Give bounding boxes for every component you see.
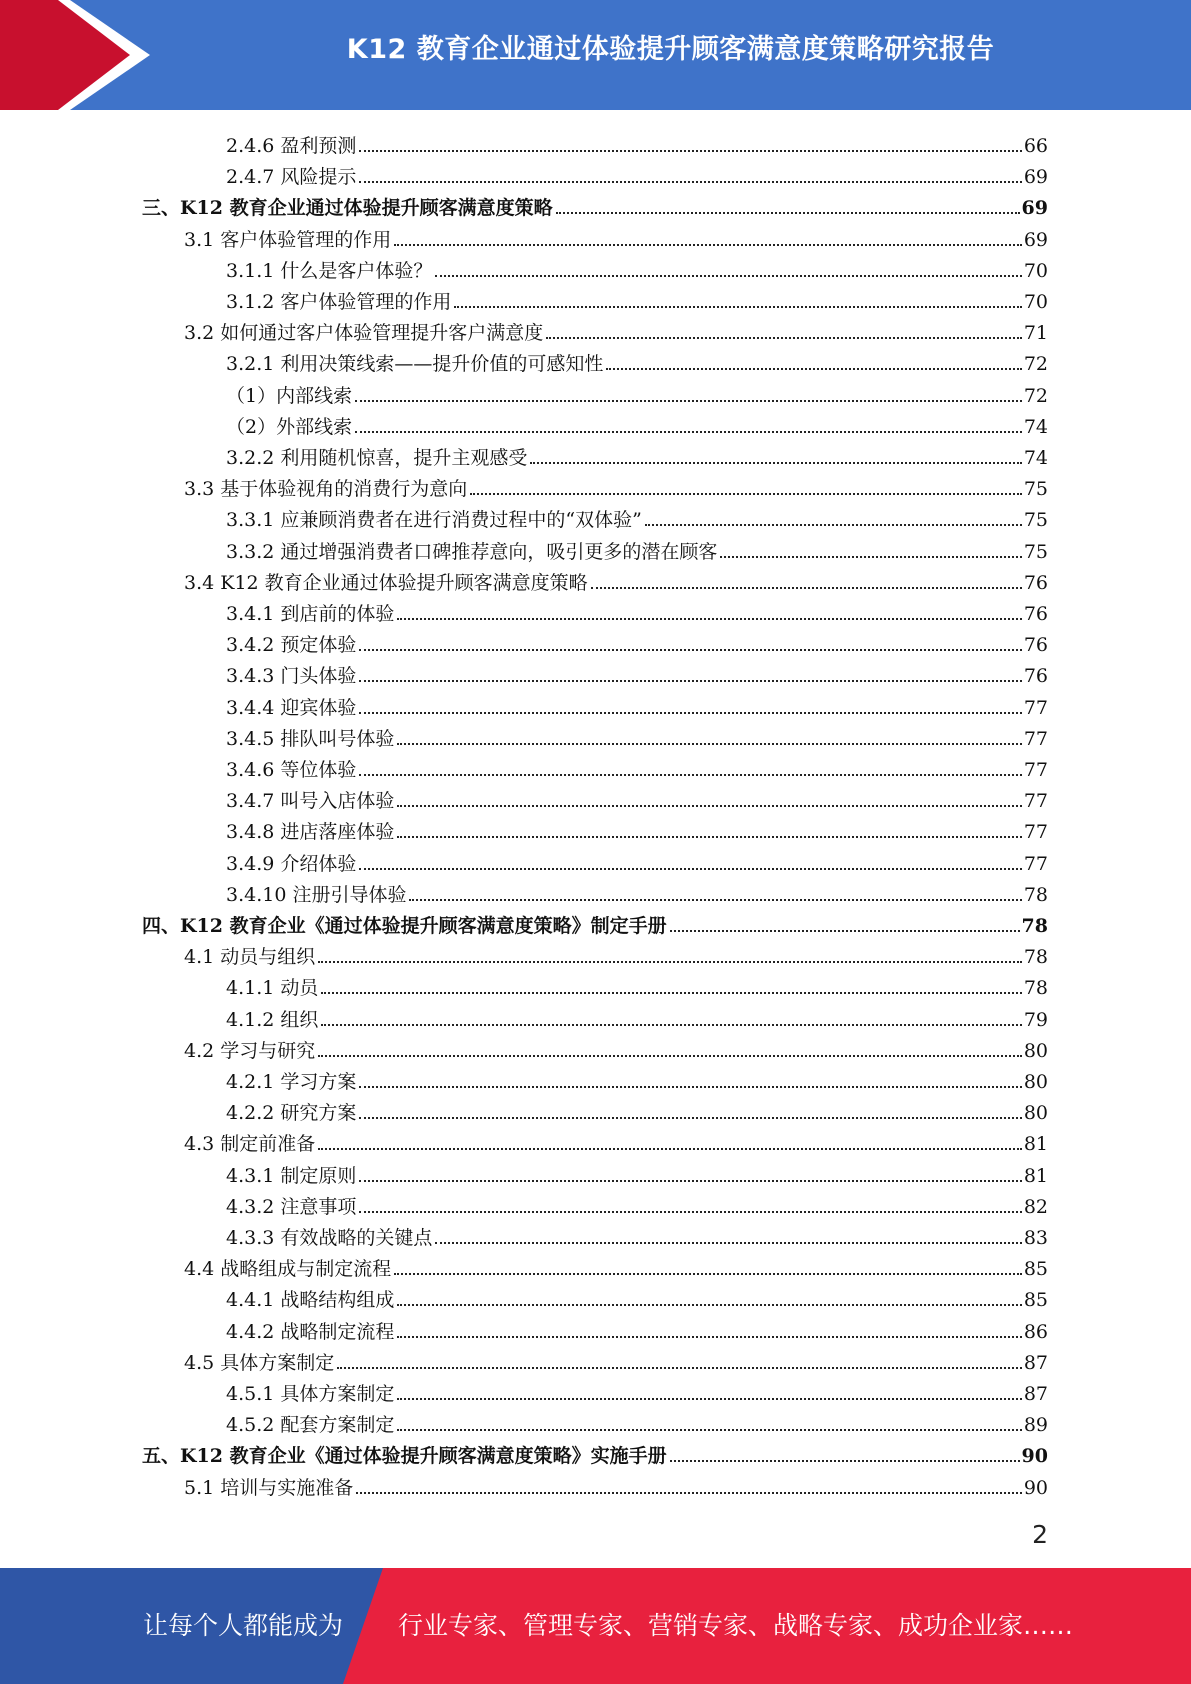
toc-entry-title: 4.2.1 学习方案: [226, 1071, 357, 1093]
toc-entry-title: 4.1.1 动员: [226, 977, 319, 1000]
toc-dot-leader: [321, 992, 1021, 994]
toc-entry-page: 77: [1023, 852, 1048, 875]
toc-dot-leader: [397, 1304, 1021, 1306]
toc-entry[interactable]: [184, 1344, 1048, 1374]
toc-entry-page: 75: [1023, 540, 1048, 563]
toc-dot-leader: [591, 587, 1022, 589]
toc-entry[interactable]: [226, 751, 1048, 781]
toc-dot-leader: [530, 462, 1021, 464]
toc-dot-leader: [435, 1242, 1021, 1244]
toc-entry[interactable]: [226, 969, 1048, 999]
toc-entry-title: 2.4.7 风险提示: [226, 166, 357, 189]
toc-entry-title: 5.1 培训与实施准备: [184, 1476, 354, 1499]
toc-entry[interactable]: [226, 720, 1048, 750]
footer-slogan-left: 让每个人都能成为: [143, 1611, 344, 1640]
toc-entry[interactable]: [226, 501, 1048, 531]
toc-entry-title: 3.3 基于体验视角的消费行为意向: [184, 478, 468, 501]
toc-entry[interactable]: [184, 1032, 1048, 1062]
toc-entry-page: 80: [1023, 1039, 1048, 1062]
toc-dot-leader: [359, 712, 1021, 714]
toc-entry-title: 3.4.1 到店前的体验: [226, 603, 395, 625]
toc-entry[interactable]: [226, 1001, 1048, 1031]
toc-entry-title: 四、K12 教育企业《通过体验提升顾客满意度策略》制定手册: [142, 915, 667, 937]
toc-entry[interactable]: [226, 595, 1048, 625]
toc-entry-title: 3.3.1 应兼顾消费者在进行消费过程中的“双体验”: [226, 509, 642, 532]
toc-entry-title: 3.4.5 排队叫号体验: [226, 727, 395, 750]
toc-entry-page: 69: [1021, 197, 1048, 220]
toc-dot-leader: [470, 493, 1022, 495]
toc-entry-title: 3.4.7 叫号入店体验: [226, 790, 395, 813]
toc-entry-page: 79: [1023, 1008, 1048, 1031]
toc-entry[interactable]: [226, 876, 1048, 906]
toc-entry[interactable]: [226, 533, 1048, 563]
header-title: K12 教育企业通过体验提升顾客满意度策略研究报告: [346, 34, 995, 65]
toc-entry-page: 69: [1023, 228, 1048, 251]
toc-entry[interactable]: [226, 408, 1048, 438]
toc-entry-page: 78: [1023, 883, 1048, 906]
toc-entry-title: 3.2.1 利用决策线索——提升价值的可感知性: [226, 353, 604, 376]
toc-entry-page: 77: [1023, 821, 1048, 844]
toc-entry-title: 3.1.2 客户体验管理的作用: [226, 291, 452, 313]
toc-dot-leader: [397, 1429, 1021, 1431]
toc-entry-title: 3.4.3 门头体验: [226, 665, 357, 688]
toc-dot-leader: [359, 181, 1021, 183]
toc-entry[interactable]: [184, 314, 1048, 344]
toc-dot-leader: [355, 400, 1022, 402]
toc-entry-title: （2）外部线索: [226, 415, 353, 438]
toc-entry-page: 80: [1023, 1071, 1048, 1093]
toc-entry-page: 90: [1023, 1476, 1048, 1499]
toc-dot-leader: [397, 1336, 1021, 1338]
toc-entry[interactable]: [226, 1157, 1048, 1187]
toc-entry-page: 76: [1023, 634, 1048, 657]
toc-entry-page: 74: [1023, 447, 1048, 469]
toc-entry-page: 80: [1023, 1102, 1048, 1125]
toc-dot-leader: [720, 556, 1021, 558]
toc-entry-page: 70: [1023, 291, 1048, 313]
toc-entry[interactable]: [226, 252, 1048, 282]
toc-entry-title: 2.4.6 盈利预测: [226, 135, 357, 157]
toc-dot-leader: [397, 743, 1021, 745]
toc-entry-title: 4.4.2 战略制定流程: [226, 1320, 395, 1343]
toc-dot-leader: [670, 930, 1020, 932]
toc-entry-page: 85: [1023, 1258, 1048, 1281]
toc-dot-leader: [394, 244, 1022, 246]
toc-entry-page: 89: [1023, 1414, 1048, 1437]
toc-entry-title: 三、K12 教育企业通过体验提升顾客满意度策略: [142, 197, 553, 220]
toc-entry[interactable]: [226, 1281, 1048, 1311]
toc-dot-leader: [359, 774, 1021, 776]
toc-dot-leader: [359, 1086, 1021, 1088]
toc-dot-leader: [359, 868, 1021, 870]
toc-entry[interactable]: [184, 1469, 1048, 1499]
toc-dot-leader: [359, 649, 1021, 651]
toc-entry-title: 4.5 具体方案制定: [184, 1351, 335, 1374]
toc-entry-page: 78: [1021, 915, 1048, 937]
toc-dot-leader: [321, 1024, 1021, 1026]
toc-dot-leader: [670, 1460, 1020, 1462]
toc-entry[interactable]: [226, 845, 1048, 875]
toc-entry-page: 82: [1023, 1195, 1048, 1218]
toc-dot-leader: [397, 836, 1021, 838]
toc-entry-title: 4.1.2 组织: [226, 1008, 319, 1031]
toc-entry-page: 87: [1023, 1383, 1048, 1405]
toc-entry-page: 83: [1023, 1227, 1048, 1249]
toc-dot-leader: [359, 680, 1021, 682]
toc-entry-title: 4.4.1 战略结构组成: [226, 1289, 395, 1312]
toc-entry[interactable]: [226, 1375, 1048, 1405]
toc-entry-page: 76: [1023, 603, 1048, 625]
toc-entry-page: 75: [1023, 478, 1048, 501]
toc-dot-leader: [556, 212, 1020, 214]
toc-entry[interactable]: [184, 221, 1048, 251]
toc-entry-title: 4.5.2 配套方案制定: [226, 1414, 395, 1437]
toc-dot-leader: [359, 1180, 1021, 1182]
toc-entry-title: 3.4.8 进店落座体验: [226, 821, 395, 844]
toc-entry-title: 3.4.4 迎宾体验: [226, 696, 357, 719]
page-header: [0, 0, 1191, 110]
toc-entry-title: 4.3.2 注意事项: [226, 1195, 357, 1218]
toc-entry-page: 90: [1021, 1445, 1048, 1468]
toc-entry-page: 85: [1023, 1289, 1048, 1312]
toc-entry-page: 72: [1023, 353, 1048, 376]
toc-entry-page: 78: [1023, 946, 1048, 969]
toc-entry-page: 78: [1023, 977, 1048, 1000]
toc-dot-leader: [546, 337, 1022, 339]
toc-entry[interactable]: [226, 1063, 1048, 1093]
toc-entry-title: 3.4.6 等位体验: [226, 759, 357, 781]
toc-entry[interactable]: [184, 1125, 1048, 1155]
toc-entry-title: 3.2 如何通过客户体验管理提升客户满意度: [184, 322, 544, 345]
toc-dot-leader: [359, 150, 1021, 152]
toc-entry-page: 81: [1023, 1164, 1048, 1187]
toc-dot-leader: [359, 1211, 1021, 1213]
toc-entry-title: 3.1.1 什么是客户体验？: [226, 259, 433, 282]
toc-entry[interactable]: [226, 127, 1048, 157]
toc-entry-title: 4.4 战略组成与制定流程: [184, 1258, 392, 1281]
footer-slogan-right: 行业专家、管理专家、营销专家、战略专家、成功企业家……: [398, 1611, 1074, 1640]
toc-entry-title: 4.5.1 具体方案制定: [226, 1383, 395, 1405]
toc-dot-leader: [355, 431, 1022, 433]
toc-entry[interactable]: [226, 1188, 1048, 1218]
toc-entry[interactable]: [142, 1437, 1048, 1467]
toc-entry-page: 69: [1023, 166, 1048, 189]
toc-entry[interactable]: [226, 1219, 1048, 1249]
toc-entry[interactable]: [226, 283, 1048, 313]
toc-dot-leader: [394, 1273, 1022, 1275]
toc-entry-title: 3.4.2 预定体验: [226, 634, 357, 657]
toc-entry[interactable]: [184, 470, 1048, 500]
toc-entry-page: 77: [1023, 727, 1048, 750]
toc-dot-leader: [337, 1367, 1022, 1369]
toc-entry[interactable]: [226, 689, 1048, 719]
toc-entry-title: （1）内部线索: [226, 384, 353, 407]
toc-entry-page: 75: [1023, 509, 1048, 532]
toc-entry[interactable]: [226, 657, 1048, 687]
toc-entry-page: 76: [1023, 665, 1048, 688]
toc-entry-title: 4.2.2 研究方案: [226, 1102, 357, 1125]
toc-entry-page: 77: [1023, 696, 1048, 719]
toc-entry-page: 77: [1023, 790, 1048, 813]
toc-entry[interactable]: [142, 907, 1048, 937]
toc-entry[interactable]: [226, 813, 1048, 843]
toc-dot-leader: [359, 1117, 1021, 1119]
toc-entry[interactable]: [226, 782, 1048, 812]
toc-entry-page: 71: [1023, 322, 1048, 345]
toc-entry[interactable]: [226, 345, 1048, 375]
toc-entry-page: 66: [1023, 135, 1048, 157]
toc-entry-page: 81: [1023, 1133, 1048, 1156]
page-footer: [0, 1568, 1191, 1684]
toc-dot-leader: [606, 368, 1021, 370]
toc-entry-page: 77: [1023, 759, 1048, 781]
toc-entry-title: 4.1 动员与组织: [184, 946, 316, 969]
toc-entry[interactable]: [226, 377, 1048, 407]
toc-entry[interactable]: [184, 938, 1048, 968]
toc-entry-title: 4.3.3 有效战略的关键点: [226, 1227, 433, 1249]
toc-entry[interactable]: [226, 1094, 1048, 1124]
toc-entry-page: 87: [1023, 1351, 1048, 1374]
toc-entry-page: 76: [1023, 571, 1048, 594]
toc-dot-leader: [397, 805, 1021, 807]
toc-entry[interactable]: [226, 626, 1048, 656]
toc-entry-title: 3.4.10 注册引导体验: [226, 883, 407, 906]
toc-dot-leader: [435, 275, 1021, 277]
toc-entry-title: 3.2.2 利用随机惊喜，提升主观感受: [226, 447, 528, 469]
toc-entry-title: 五、K12 教育企业《通过体验提升顾客满意度策略》实施手册: [142, 1445, 667, 1468]
toc-entry[interactable]: [226, 1313, 1048, 1343]
toc-entry-title: 3.3.2 通过增强消费者口碑推荐意向，吸引更多的潜在顾客: [226, 540, 718, 563]
toc-entry-title: 3.4 K12 教育企业通过体验提升顾客满意度策略: [184, 571, 588, 594]
toc-entry-title: 4.3 制定前准备: [184, 1133, 316, 1156]
toc-dot-leader: [318, 961, 1022, 963]
toc-entry[interactable]: [226, 1406, 1048, 1436]
toc-entry-title: 3.1 客户体验管理的作用: [184, 228, 392, 251]
toc-dot-leader: [397, 618, 1021, 620]
page-number: 2: [1032, 1520, 1048, 1549]
toc-dot-leader: [454, 306, 1021, 308]
toc-dot-leader: [397, 1398, 1021, 1400]
toc-entry[interactable]: [226, 158, 1048, 188]
toc-entry[interactable]: [142, 189, 1048, 219]
toc-dot-leader: [409, 899, 1021, 901]
toc-entry[interactable]: [184, 564, 1048, 594]
toc-entry-page: 74: [1023, 415, 1048, 438]
toc-dot-leader: [645, 524, 1022, 526]
toc-dot-leader: [318, 1148, 1022, 1150]
toc-entry-page: 72: [1023, 384, 1048, 407]
toc-entry-page: 70: [1023, 259, 1048, 282]
toc-dot-leader: [318, 1055, 1022, 1057]
toc-entry-title: 4.2 学习与研究: [184, 1039, 316, 1062]
toc-entry-title: 4.3.1 制定原则: [226, 1164, 357, 1187]
toc-entry[interactable]: [226, 439, 1048, 469]
toc-entry-page: 86: [1023, 1320, 1048, 1343]
toc-entry-title: 3.4.9 介绍体验: [226, 852, 357, 875]
toc-entry[interactable]: [184, 1250, 1048, 1280]
toc-dot-leader: [356, 1492, 1022, 1494]
